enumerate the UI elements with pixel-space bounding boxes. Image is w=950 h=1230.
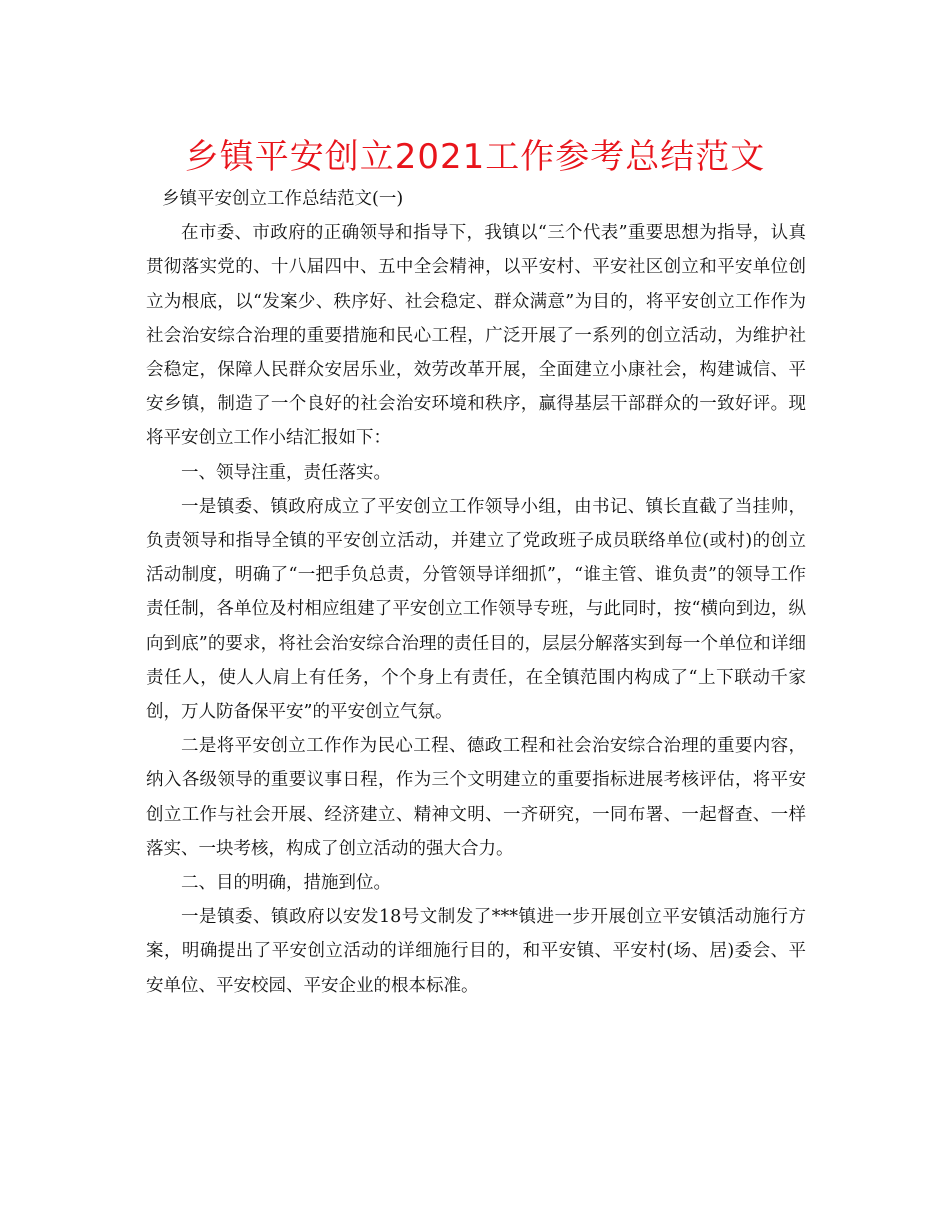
paragraph-leadership-2: 二是将平安创立工作作为民心工程、德政工程和社会治安综合治理的重要内容，纳入各级领导的重要议事日程，作为三个文明建立的重要指标进展考核评估，将平安创立工作与社会开展、经济建立、精神文明、一齐研究，一同布署、一起督查、一样落实、一块考核，构成了创立活动的强大合力。 [146,736,806,859]
paragraph-leadership-1: 一是镇委、镇政府成立了平安创立工作领导小组，由书记、镇长直截了当挂帅，负责领导和指导全镇的平安创立活动，并建立了党政班子成员联络单位(或村)的创立活动制度，明确了“一把手负总责，分管领导详细抓”，“谁主管、谁负责”的领导工作责任制，各单位及村相应组建了平安创立工作领导专班，与此同时，按“横向到边，纵向到底”的要求，将社会治安综合治理的责任目的，层层分解落实到每一个单位和详细责任人，使人人肩上有任务，个个身上有责任，在全镇范围内构成了“上下联动千家创，万人防备保平安”的平安创立气氛。 [146,496,806,723]
section-heading-leadership: 一、领导注重，责任落实。 [181,462,391,483]
section-heading-goals: 二、目的明确，措施到位。 [181,873,391,894]
document-body [146,182,806,1003]
document-subtitle: 乡镇平安创立工作总结范文(一) [162,189,404,209]
paragraph-goals-1: 一是镇委、镇政府以安发18号文制发了***镇进一步开展创立平安镇活动施行方案，明确提出了平安创立活动的详细施行目的，和平安镇、平安村(场、居)委会、平安单位、平安校园、平安企业的根本标准。 [146,907,806,996]
document-title: 乡镇平安创立2021工作参考总结范文 [184,137,766,177]
paragraph-intro: 在市委、市政府的正确领导和指导下，我镇以“三个代表”重要思想为指导，认真贯彻落实党的、十八届四中、五中全会精神，以平安村、平安社区创立和平安单位创立为根底，以“发案少、秩序好、社会稳定、群众满意”为目的，将平安创立工作作为社会治安综合治理的重要措施和民心工程，广泛开展了一系列的创立活动，为维护社会稳定，保障人民群众安居乐业，效劳改革开展，全面建立小康社会，构建诚信、平安乡镇，制造了一个良好的社会治安环境和秩序，赢得基层干部群众的一致好评。现将平安创立工作小结汇报如下： [146,223,806,449]
